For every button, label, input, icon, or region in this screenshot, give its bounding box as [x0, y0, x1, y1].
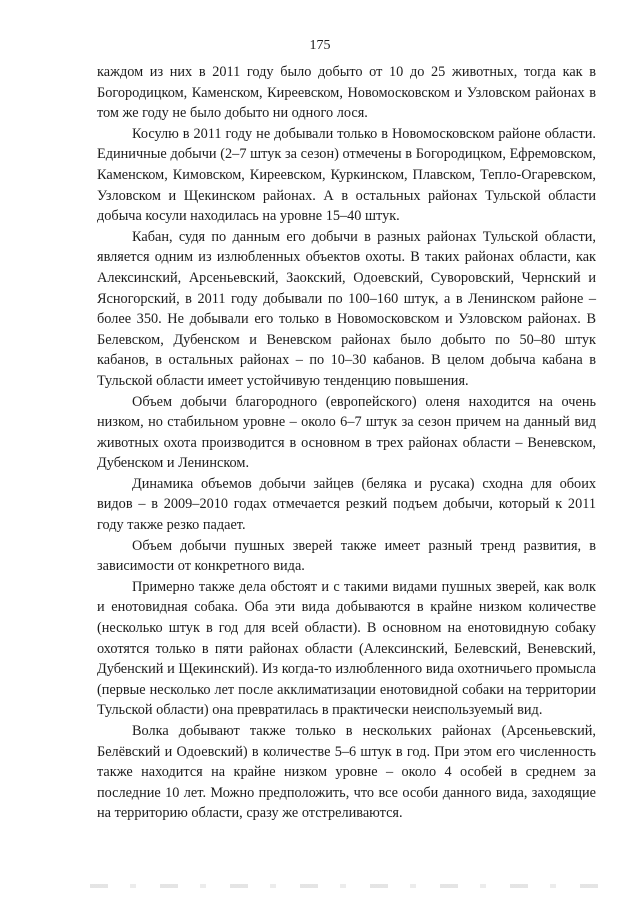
- paragraph-hares: Динамика объемов добычи зайцев (беляка и русака) сходна для обоих видов – в 2009–2010 годах отмечается резкий подъем добычи, который к 2011 году также резко падает.: [97, 475, 596, 534]
- paragraph-wolf: Волка добывают также только в нескольких районах (Арсеньевский, Белёвский и Одоевский) в количестве 5–6 штук в год. При этом его численность также находится на крайне низком уровне – около 4 особей в среднем за последние 10 лет. Можно предположить, что все особи данного вида, заходящие на территорию области, сразу же отстреливаются.: [97, 723, 596, 822]
- body-text: [97, 62, 596, 824]
- paragraph-red-deer: Объем добычи благородного (европейского) оленя находится на очень низком, но стабильном уровне – около 6–7 штук за сезон причем на данный вид животных охота производится в основном в трех районах области – Веневском, Дубенском и Ленинском.: [97, 393, 596, 472]
- paragraph-raccoon-dog: Примерно также дела обстоят и с такими видами пушных зверей, как волк и енотовидная собака. Оба эти вида добываются в крайне низком количестве (несколько штук в год для всей области). В основном на енотовидную собаку охотятся только в пяти районах области (Алексинский, Белевский, Веневский, Дубенский и Щекинский). Из когда-то излюбленного вида охотничьего промысла (первые несколько лет после акклиматизации енотовидной собаки на территории Тульской области) она превратилась в практически неиспользуемый вид.: [97, 578, 596, 719]
- scan-artifact-line: [90, 884, 600, 888]
- paragraph-moose-continuation: каждом из них в 2011 году было добыто от 10 до 25 животных, тогда как в Богородицком, Каменском, Киреевском, Новомосковском и Узловском районах в том же году не было добыто ни одного лося.: [97, 64, 596, 122]
- paragraph-roe-deer: Косулю в 2011 году не добывали только в Новомосковском районе области. Единичные добычи (2–7 штук за сезон) отмечены в Богородицком, Ефремовском, Каменском, Кимовском, Киреевском, Куркинском, Плавском, Тепло-Огаревском, Узловском и Щекинском районах. А в остальных районах Тульской области добыча косули находилась на уровне 15–40 штук.: [97, 125, 596, 225]
- paragraph-fur-animals: Объем добычи пушных зверей также имеет разный тренд развития, в зависимости от конкретного вида.: [97, 537, 596, 575]
- page-number: 175: [309, 38, 331, 53]
- paragraph-wild-boar: Кабан, судя по данным его добычи в разных районах Тульской области, является одним из излюбленных объектов охоты. В таких районах области, как Алексинский, Арсеньевский, Заокский, Одоевский, Суворовский, Чернский и Ясногорский, в 2011 году добывали по 100–160 штук, а в Ленинском районе – более 350. Не добывали его только в Новомосковском и Узловском районах. В Белевском, Дубенском и Веневском районах было добыто по 50–80 штук кабанов, в остальных районах – по 10–30 кабанов. В целом добыча кабана в Тульской области имеет устойчивую тенденцию повышения.: [97, 228, 596, 389]
